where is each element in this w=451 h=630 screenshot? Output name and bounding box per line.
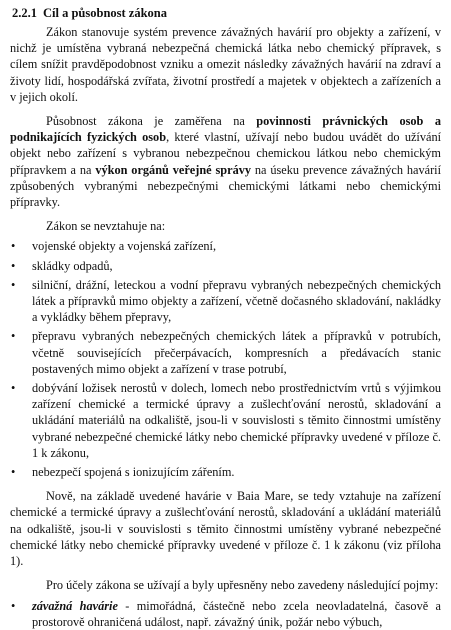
bullet-icon: •: [11, 598, 16, 613]
list-item-text: silniční, drážní, leteckou a vodní přepravu vybraných nebezpečných chemických látek a přípravků mimo objekty a zařízení, včetně dočasného skladování, nakládky a vykládky během přepravy,: [32, 277, 441, 325]
definition-text: - mimořádná, částečně nebo zcela neovladatelná, časově a prostorově ohraničená událost, např. závažný únik, požár nebo výbuch,: [32, 598, 441, 629]
definition-item: [10, 598, 441, 630]
scope-text-3: na úseku prevence závažných havárií způsobených vybranými nebezpečnými chemickými látkami nebo chemickými přípravky.: [10, 162, 441, 210]
list-item: [10, 328, 441, 377]
bullet-icon: •: [11, 258, 16, 273]
definitions-list: [10, 598, 441, 630]
list-item-text: skládky odpadů,: [32, 258, 113, 273]
list-item-text: dobývání ložisek nerostů v dolech, lomech nebo prostřednictvím vrtů s výjimkou zařízení chemické a termické úpravy a zušlechťování nerostů, skladování a ukládání materiálů na odkaliště, jsou-li v souvislosti s těmito činnostmi umístěny vybrané nebezpečné chemické látky nebo chemické přípravky uvedené v příloze č. 1 k zákonu,: [32, 381, 441, 460]
scope-text-2: , které vlastní, užívají nebo budou uvádět do užívání objekt nebo zařízení s vybranou nebezpečnou chemickou látkou nebo chemickým přípravkem a na: [10, 130, 442, 177]
list-item-text: přepravu vybraných nebezpečných chemických látek a přípravků v potrubích, včetně souvisejících přečerpávacích, kompresních a předávacích stanic postavených mimo objekt a zařízení v trase potrubí,: [32, 329, 441, 376]
bullet-icon: •: [11, 329, 16, 344]
scope-text-1: Působnost zákona je zaměřena na: [46, 114, 257, 129]
bullet-icon: •: [11, 239, 16, 254]
list-item-text: vojenské objekty a vojenská zařízení,: [32, 239, 217, 254]
scope-bold-2: výkon orgánů veřejné správy: [95, 162, 252, 177]
paragraph-scope: [10, 113, 441, 210]
paragraph-exclusions-intro: Zákon se nevztahuje na:: [46, 219, 166, 234]
paragraph-purpose: Zákon stanovuje systém prevence závažných havárií pro objekty a zařízení, v nichž je umístěna vybraná nebezpečná chemická látka nebo chemický přípravek, s cílem snížit pravděpodobnost vzniku a omezit následky závažných havárií na zdraví a životy lidí, hospodářská zvířata, životní prostředí a majetek v objektech a zařízeních a v jejich okolí.: [10, 25, 441, 104]
scope-bold-1: povinnosti právnických osob a podnikajících fyzických osob: [10, 114, 442, 145]
list-item: [10, 258, 441, 274]
section-heading: [12, 6, 441, 21]
section-number: 2.2.1: [12, 6, 37, 20]
list-item: [10, 464, 441, 480]
bullet-icon: •: [11, 465, 16, 480]
exclusions-list: [10, 238, 441, 480]
section-title: Cíl a působnost zákona: [43, 6, 167, 20]
paragraph-baia-mare: Nově, na základě uvedené havárie v Baia Mare, se tedy vztahuje na zařízení chemické a termické úpravy a zušlechťování nerostů, skladování a ukládání materiálů na odkaliště, jsou-li v souvislosti s těmito činnostmi umístěny vybrané nebezpečné chemické látky nebo chemické přípravky uvedené v příloze č. 1 k zákonu (viz příloha 1).: [10, 489, 441, 569]
list-item-text: nebezpečí spojená s ionizujícím zářením.: [32, 465, 235, 480]
bullet-icon: •: [11, 277, 16, 292]
paragraph-definitions-intro: Pro účely zákona se užívají a byly upřesněny nebo zavedeny následující pojmy:: [46, 578, 439, 593]
list-item: [10, 277, 441, 326]
definition-term: závažná havárie: [32, 598, 118, 613]
list-item: [10, 238, 441, 254]
bullet-icon: •: [11, 381, 16, 396]
list-item: [10, 380, 441, 461]
